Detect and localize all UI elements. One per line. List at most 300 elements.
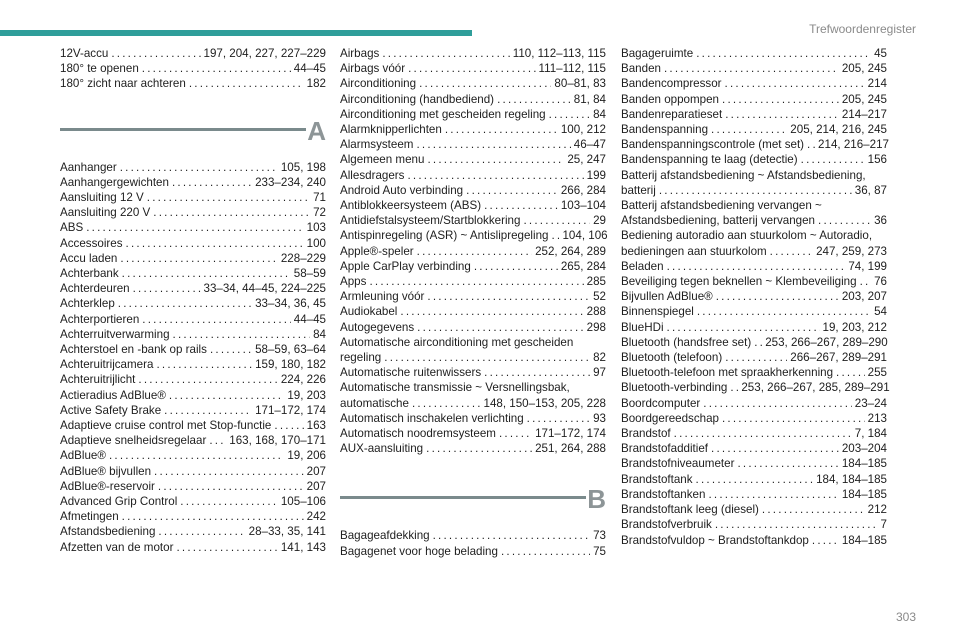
entry-pages: 184–185 bbox=[841, 457, 887, 471]
entry-leader-dots bbox=[818, 213, 871, 228]
index-entry bbox=[340, 528, 606, 543]
entry-term: Afstandsbediening, batterij vervangen bbox=[621, 214, 816, 228]
entry-leader-dots bbox=[722, 411, 865, 426]
index-entry bbox=[340, 289, 606, 304]
entry-leader-dots bbox=[274, 418, 303, 433]
entry-term: Aansluiting 220 V bbox=[60, 206, 151, 220]
entry-leader-dots bbox=[172, 175, 252, 190]
entry-pages: 44–45 bbox=[293, 62, 326, 76]
entry-pages: 58–59, 63–64 bbox=[255, 343, 326, 357]
entry-pages: 199 bbox=[586, 168, 606, 182]
entry-term: Automatisch noodremsysteem bbox=[340, 427, 496, 441]
entry-pages: 73 bbox=[593, 529, 606, 543]
entry-leader-dots bbox=[164, 403, 252, 418]
index-entry bbox=[621, 456, 887, 471]
index-entry bbox=[621, 472, 887, 487]
index-entry bbox=[340, 228, 606, 243]
entry-pages: 28–33, 35, 141 bbox=[248, 525, 326, 539]
entry-term: Adaptieve snelheidsregelaar bbox=[60, 434, 207, 448]
entry-leader-dots bbox=[667, 320, 820, 335]
entry-leader-dots bbox=[176, 540, 277, 555]
entry-leader-dots bbox=[189, 76, 304, 91]
entry-term: Brandstoftanken bbox=[621, 487, 706, 501]
index-entry bbox=[340, 137, 606, 152]
entry-term: Alarmsysteem bbox=[340, 138, 414, 152]
entry-leader-dots bbox=[86, 220, 303, 235]
entry-term: Bluetooth-telefoon met spraakherkenning bbox=[621, 366, 834, 380]
entry-pages: 46–47 bbox=[573, 138, 606, 152]
entry-pages: 19, 203, 212 bbox=[822, 320, 887, 334]
entry-leader-dots bbox=[154, 464, 304, 479]
entry-term: Brandstoftank leeg (diesel) bbox=[621, 503, 759, 517]
entry-term: batterij bbox=[621, 183, 656, 197]
entry-pages: 97 bbox=[593, 366, 606, 380]
index-entry bbox=[60, 236, 326, 251]
entry-pages: 148, 150–153, 205, 228 bbox=[483, 396, 606, 410]
entry-pages: 298 bbox=[586, 320, 606, 334]
entry-term: Bagageafdekking bbox=[340, 529, 430, 543]
entry-leader-dots bbox=[158, 479, 304, 494]
entry-term: Autogegevens bbox=[340, 320, 415, 334]
entry-pages: 251, 264, 288 bbox=[535, 442, 606, 456]
entry-leader-dots bbox=[126, 236, 304, 251]
entry-pages: 29 bbox=[593, 214, 606, 228]
entry-term: Apps bbox=[340, 275, 367, 289]
entry-pages: 285 bbox=[586, 275, 606, 289]
entry-term: Apple CarPlay verbinding bbox=[340, 259, 471, 273]
entry-term: Antiblokkeersysteem (ABS) bbox=[340, 199, 482, 213]
entry-leader-dots bbox=[382, 46, 509, 61]
entry-leader-dots bbox=[762, 502, 865, 517]
entry-leader-dots bbox=[120, 160, 278, 175]
entry-leader-dots bbox=[697, 304, 871, 319]
index-entry bbox=[621, 304, 887, 319]
entry-term-line: Bediening autoradio aan stuurkolom ~ Autoradio, bbox=[621, 229, 873, 243]
index-entry bbox=[340, 213, 606, 228]
entry-term: Automatisch inschakelen verlichting bbox=[340, 411, 524, 425]
entry-leader-dots bbox=[417, 320, 584, 335]
index-entry bbox=[340, 61, 606, 76]
index-entry bbox=[340, 76, 606, 91]
index-entry bbox=[60, 479, 326, 494]
index-entry bbox=[60, 327, 326, 342]
index-entry bbox=[621, 441, 887, 456]
entry-pages: 36, 87 bbox=[854, 183, 887, 197]
index-entry bbox=[621, 533, 887, 548]
entry-pages: 81, 84 bbox=[573, 92, 606, 106]
entry-pages: 203, 207 bbox=[841, 290, 887, 304]
section-letter: B bbox=[587, 484, 606, 515]
page-number: 303 bbox=[895, 610, 916, 624]
entry-term: Antispinregeling (ASR) ~ Antislipregeling bbox=[340, 229, 549, 243]
entry-pages: 36 bbox=[874, 214, 887, 228]
index-entry bbox=[340, 198, 606, 213]
entry-leader-dots bbox=[484, 198, 558, 213]
index-entry bbox=[340, 107, 606, 122]
entry-pages: 141, 143 bbox=[280, 540, 326, 554]
index-entry bbox=[60, 403, 326, 418]
index-column-1 bbox=[60, 46, 326, 555]
entry-pages: 104, 106 bbox=[562, 229, 608, 243]
index-entry bbox=[621, 61, 887, 76]
entry-term: Brandstofniveaumeter bbox=[621, 457, 735, 471]
entry-term: AdBlue®-reservoir bbox=[60, 479, 155, 493]
entry-term: Bandenreparatieset bbox=[621, 107, 723, 121]
entry-leader-dots bbox=[156, 357, 252, 372]
index-entry bbox=[621, 320, 887, 335]
entry-term: Accessoires bbox=[60, 236, 123, 250]
entry-term: Antidiefstalsysteem/Startblokkering bbox=[340, 214, 521, 228]
entry-leader-dots bbox=[169, 388, 284, 403]
entry-term: Brandstofvuldop ~ Brandstoftankdop bbox=[621, 533, 809, 547]
entry-term: Adaptieve cruise control met Stop-functie bbox=[60, 419, 272, 433]
entry-leader-dots bbox=[730, 380, 738, 395]
entry-term: Airconditioning met gescheiden regeling bbox=[340, 107, 546, 121]
section-header-a bbox=[60, 115, 326, 152]
entry-leader-dots bbox=[369, 274, 583, 289]
index-entry bbox=[340, 320, 606, 335]
entry-list-a-cont bbox=[340, 46, 606, 456]
entry-pages: 33–34, 44–45, 224–225 bbox=[203, 282, 326, 296]
entry-pages: 84 bbox=[313, 327, 326, 341]
index-entry bbox=[60, 296, 326, 311]
entry-term: AdBlue® bbox=[60, 449, 106, 463]
entry-pages: 255 bbox=[867, 366, 887, 380]
entry-leader-dots bbox=[400, 304, 583, 319]
entry-term: BlueHDi bbox=[621, 320, 664, 334]
index-entry bbox=[60, 190, 326, 205]
entry-pages: 82 bbox=[593, 351, 606, 365]
entry-pages: 213 bbox=[867, 411, 887, 425]
index-entry bbox=[340, 411, 606, 426]
entry-list-a bbox=[60, 160, 326, 555]
entry-term: Active Safety Brake bbox=[60, 403, 162, 417]
entry-leader-dots bbox=[118, 296, 252, 311]
entry-leader-dots bbox=[111, 46, 200, 61]
entry-term: Beveiliging tegen beknellen ~ Klembeveiliging bbox=[621, 275, 857, 289]
index-entry bbox=[621, 411, 887, 426]
index-entry bbox=[340, 335, 606, 365]
index-entry bbox=[621, 152, 887, 167]
entry-term: Binnenspiegel bbox=[621, 305, 694, 319]
entry-pages: 182 bbox=[306, 77, 326, 91]
entry-term: Alarmknipperlichten bbox=[340, 123, 442, 137]
entry-pages: 80–81, 83 bbox=[554, 77, 606, 91]
entry-leader-dots bbox=[416, 137, 570, 152]
entry-pages: 72 bbox=[313, 206, 326, 220]
entry-pages: 110, 112–113, 115 bbox=[512, 47, 606, 60]
entry-leader-dots bbox=[696, 46, 871, 61]
index-entry bbox=[340, 244, 606, 259]
section-rule bbox=[60, 128, 306, 131]
entry-term: Achterruitverwarming bbox=[60, 327, 170, 341]
entry-term: AUX-aansluiting bbox=[340, 442, 424, 456]
entry-term: Afzetten van de motor bbox=[60, 540, 174, 554]
entry-leader-dots bbox=[122, 509, 304, 524]
entry-pages: 105, 198 bbox=[280, 160, 326, 174]
entry-term: Airconditioning (handbediend) bbox=[340, 92, 495, 106]
entry-pages: 205, 214, 216, 245 bbox=[790, 123, 887, 137]
index-entry bbox=[340, 274, 606, 289]
entry-leader-dots bbox=[210, 342, 252, 357]
entry-pages: 205, 245 bbox=[841, 92, 887, 106]
index-entry bbox=[621, 137, 887, 152]
index-entry bbox=[621, 380, 890, 395]
entry-term-line bbox=[340, 350, 606, 365]
entry-leader-dots bbox=[120, 251, 277, 266]
entry-term-line bbox=[340, 396, 606, 411]
entry-pages: 247, 259, 273 bbox=[816, 244, 887, 258]
entry-pages: 163 bbox=[306, 419, 326, 433]
section-letter: A bbox=[307, 115, 326, 146]
entry-leader-dots bbox=[466, 183, 558, 198]
entry-pages: 228–229 bbox=[280, 251, 326, 265]
entry-term: 12V-accu bbox=[60, 47, 109, 60]
entry-term: Airbags bbox=[340, 47, 380, 60]
entry-term: Afstandsbediening bbox=[60, 525, 156, 539]
entry-pages: 71 bbox=[313, 191, 326, 205]
index-entry bbox=[340, 380, 606, 410]
entry-pages: 23–24 bbox=[854, 396, 887, 410]
entry-pages: 184–185 bbox=[841, 533, 887, 547]
index-entry bbox=[340, 183, 606, 198]
index-entry bbox=[621, 168, 887, 198]
index-entry bbox=[60, 509, 326, 524]
index-entry bbox=[621, 502, 887, 517]
entry-pages: 100, 212 bbox=[560, 123, 606, 137]
entry-pages: 253, 266–267, 289–290 bbox=[765, 335, 888, 349]
entry-term: Audiokabel bbox=[340, 305, 398, 319]
entry-term: Aansluiting 12 V bbox=[60, 191, 144, 205]
entry-term: Allesdragers bbox=[340, 168, 405, 182]
entry-term: Achterbank bbox=[60, 267, 119, 281]
index-entry bbox=[340, 152, 606, 167]
entry-term: Automatische ruitenwissers bbox=[340, 366, 482, 380]
section-header-b bbox=[340, 486, 606, 520]
entry-pages: 212 bbox=[867, 503, 887, 517]
index-entry bbox=[60, 205, 326, 220]
entry-term: Afmetingen bbox=[60, 510, 119, 524]
entry-term: Boordgereedschap bbox=[621, 411, 719, 425]
index-entry bbox=[60, 372, 326, 387]
entry-term: Brandstof bbox=[621, 427, 671, 441]
entry-leader-dots bbox=[696, 472, 814, 487]
entry-pages: 25, 247 bbox=[567, 153, 606, 167]
index-entry bbox=[340, 544, 606, 559]
index-entry bbox=[60, 494, 326, 509]
entry-leader-dots bbox=[737, 456, 838, 471]
entry-leader-dots bbox=[722, 92, 839, 107]
entry-pages: 233–234, 240 bbox=[255, 175, 326, 189]
entry-leader-dots bbox=[209, 433, 226, 448]
entry-term: Bandenspanning bbox=[621, 123, 709, 137]
index-entry bbox=[60, 388, 326, 403]
entry-leader-dots bbox=[807, 137, 815, 152]
entry-leader-dots bbox=[725, 76, 865, 91]
entry-pages: 44–45 bbox=[293, 312, 326, 326]
entry-term: Bijvullen AdBlue® bbox=[621, 290, 713, 304]
entry-pages: 288 bbox=[586, 305, 606, 319]
entry-term: Achteruitrijcamera bbox=[60, 358, 154, 372]
index-entry bbox=[621, 487, 887, 502]
entry-term: 180° zicht naar achteren bbox=[60, 77, 186, 91]
entry-leader-dots bbox=[715, 517, 878, 532]
entry-term: Bluetooth-verbinding bbox=[621, 381, 728, 395]
index-entry bbox=[340, 92, 606, 107]
entry-term: Banden bbox=[621, 62, 661, 76]
entry-leader-dots bbox=[711, 122, 787, 137]
entry-term: Brandstofverbruik bbox=[621, 518, 712, 532]
entry-term: Bandenspanning te laag (detectie) bbox=[621, 153, 798, 167]
index-entry bbox=[340, 259, 606, 274]
entry-term: Bagageruimte bbox=[621, 47, 694, 60]
entry-pages: 7, 184 bbox=[854, 427, 887, 441]
entry-leader-dots bbox=[527, 411, 590, 426]
entry-pages: 207 bbox=[306, 479, 326, 493]
index-entry bbox=[621, 274, 887, 289]
entry-pages: 205, 245 bbox=[841, 62, 887, 76]
entry-pages: 33–34, 36, 45 bbox=[255, 297, 326, 311]
entry-pages: 103 bbox=[306, 221, 326, 235]
index-entry bbox=[621, 259, 887, 274]
entry-pages: 76 bbox=[874, 275, 887, 289]
entry-leader-dots bbox=[474, 259, 558, 274]
entry-leader-dots bbox=[725, 350, 787, 365]
entry-leader-dots bbox=[417, 244, 532, 259]
entry-term: Accu laden bbox=[60, 251, 118, 265]
entry-term: Android Auto verbinding bbox=[340, 183, 464, 197]
index-entry bbox=[621, 350, 887, 365]
entry-term: Achteruitrijlicht bbox=[60, 373, 136, 387]
entry-pages: 93 bbox=[593, 411, 606, 425]
section-rule bbox=[340, 496, 586, 499]
entry-pages: 214 bbox=[867, 77, 887, 91]
entry-leader-dots bbox=[667, 259, 846, 274]
entry-leader-dots bbox=[384, 350, 590, 365]
entry-leader-dots bbox=[801, 152, 865, 167]
entry-leader-dots bbox=[180, 494, 278, 509]
entry-term-line: Automatische airconditioning met gescheiden bbox=[340, 335, 574, 349]
entry-pages: 171–172, 174 bbox=[535, 427, 606, 441]
entry-pages: 111–112, 115 bbox=[538, 62, 606, 76]
entry-leader-dots bbox=[426, 441, 532, 456]
index-entry bbox=[621, 335, 887, 350]
entry-leader-dots bbox=[664, 61, 839, 76]
entry-leader-dots bbox=[408, 61, 535, 76]
entry-term-line bbox=[621, 244, 887, 259]
entry-pages: 100 bbox=[306, 236, 326, 250]
entry-term: Advanced Grip Control bbox=[60, 495, 178, 509]
entry-term: AdBlue® bijvullen bbox=[60, 464, 152, 478]
entry-term: Boordcomputer bbox=[621, 396, 701, 410]
entry-term: Bandenspanningscontrole (met set) bbox=[621, 138, 805, 152]
entry-term: Algemeen menu bbox=[340, 153, 425, 167]
index-entry bbox=[340, 168, 606, 183]
index-entry bbox=[340, 46, 606, 61]
entry-leader-dots bbox=[754, 335, 762, 350]
entry-leader-dots bbox=[133, 281, 201, 296]
index-entry bbox=[60, 357, 326, 372]
entry-term: 180° te openen bbox=[60, 62, 139, 76]
index-entry bbox=[340, 122, 606, 137]
entry-pages: 252, 264, 289 bbox=[535, 244, 606, 258]
entry-pages: 75 bbox=[593, 544, 606, 558]
index-entry bbox=[60, 160, 326, 175]
entry-leader-dots bbox=[703, 396, 851, 411]
index-entry bbox=[340, 426, 606, 441]
entry-term: Aanhanger bbox=[60, 160, 117, 174]
entry-leader-dots bbox=[499, 426, 532, 441]
entry-pages: 184, 184–185 bbox=[816, 472, 887, 486]
entry-leader-dots bbox=[138, 372, 277, 387]
entry-leader-dots bbox=[122, 266, 291, 281]
entry-list-b bbox=[340, 528, 606, 558]
index-column-3 bbox=[621, 46, 890, 548]
index-entry bbox=[60, 312, 326, 327]
entry-leader-dots bbox=[419, 76, 551, 91]
entry-leader-dots bbox=[659, 183, 852, 198]
entry-leader-dots bbox=[412, 396, 481, 411]
entry-term-line bbox=[621, 213, 887, 228]
entry-term: Achterportieren bbox=[60, 312, 140, 326]
entry-term: ABS bbox=[60, 221, 84, 235]
index-entry bbox=[60, 175, 326, 190]
index-entry bbox=[60, 433, 326, 448]
entry-pages: 207 bbox=[306, 464, 326, 478]
entry-term: automatische bbox=[340, 396, 409, 410]
entry-pages: 265, 284 bbox=[560, 259, 606, 273]
entry-term: bedieningen aan stuurkolom bbox=[621, 244, 767, 258]
entry-pages: 19, 203 bbox=[287, 388, 326, 402]
entry-leader-dots bbox=[147, 190, 310, 205]
entry-term: Achterklep bbox=[60, 297, 115, 311]
entry-term: Achterdeuren bbox=[60, 282, 130, 296]
index-entry bbox=[60, 61, 326, 76]
entry-pages: 253, 266–267, 285, 289–291 bbox=[741, 381, 890, 395]
index-entry bbox=[60, 464, 326, 479]
entry-term: Beladen bbox=[621, 259, 664, 273]
index-entry bbox=[60, 46, 326, 61]
entry-leader-dots bbox=[523, 213, 590, 228]
index-entry bbox=[60, 251, 326, 266]
entry-leader-dots bbox=[427, 289, 590, 304]
entry-list-b-cont bbox=[621, 46, 890, 548]
entry-term: Bluetooth (handsfree set) bbox=[621, 335, 752, 349]
entry-leader-dots bbox=[142, 312, 290, 327]
entry-term-line: Batterij afstandsbediening vervangen ~ bbox=[621, 199, 822, 213]
entry-pages: 266–267, 289–291 bbox=[790, 351, 887, 365]
index-entry bbox=[621, 92, 887, 107]
entry-pages: 156 bbox=[867, 153, 887, 167]
entry-leader-dots bbox=[433, 528, 590, 543]
entry-leader-dots bbox=[716, 289, 839, 304]
entry-pages: 52 bbox=[593, 290, 606, 304]
index-entry bbox=[621, 396, 887, 411]
entry-term: Apple®-speler bbox=[340, 244, 414, 258]
entry-leader-dots bbox=[445, 122, 558, 137]
entry-term: regeling bbox=[340, 351, 382, 365]
entry-leader-dots bbox=[173, 327, 311, 342]
index-entry bbox=[621, 107, 887, 122]
index-entry bbox=[621, 289, 887, 304]
entry-term: Aanhangergewichten bbox=[60, 175, 169, 189]
entry-leader-dots bbox=[770, 244, 813, 259]
entry-term: Bandencompressor bbox=[621, 77, 722, 91]
entry-term: Brandstofadditief bbox=[621, 442, 709, 456]
index-entry bbox=[60, 448, 326, 463]
entry-term-line: Batterij afstandsbediening ~ Afstandsbediening, bbox=[621, 168, 866, 182]
entry-term: Brandstoftank bbox=[621, 472, 693, 486]
